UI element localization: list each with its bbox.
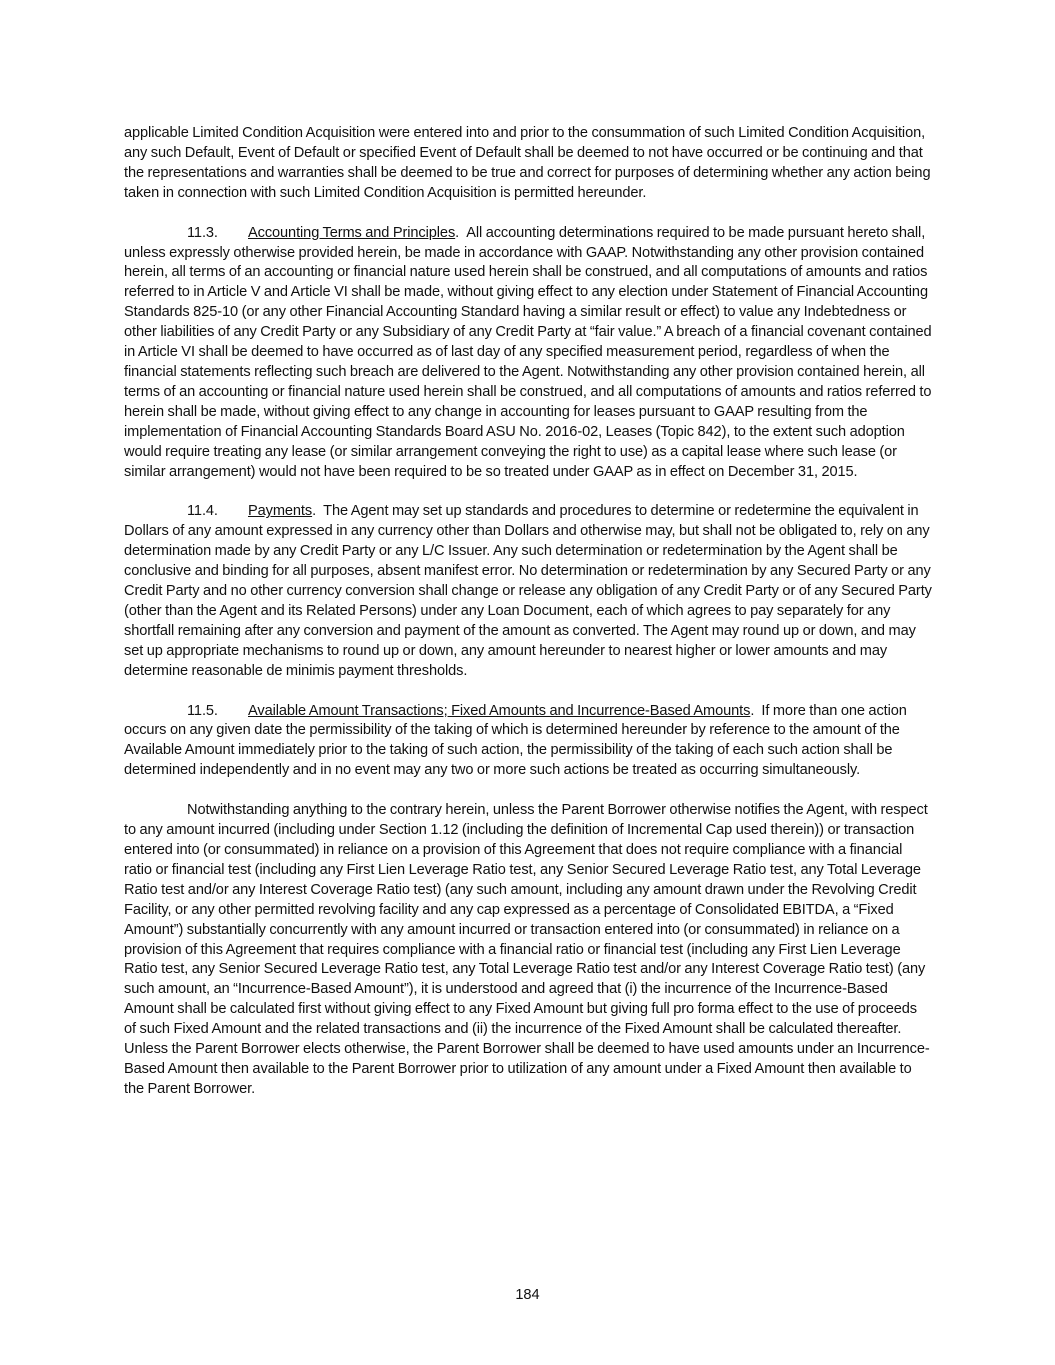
section-heading: Available Amount Transactions; Fixed Amounts and Incurrence-Based Amounts: [248, 702, 751, 719]
section-body: The Agent may set up standards and procedures to determine or redetermine the equivalent in Dollars of any amount expressed in any currency other than Dollars and otherwise may, but shall not be obligated to, rely on any determination made by any Credit Party or any L/C Issuer. Any such determination or redetermination by the Agent shall be conclusive and binding for all purposes, absent manifest error. No determination or redetermination by any Secured Party or any Credit Party and no other currency conversion shall change or release any obligation of any Credit Party or of any Secured Party (other than the Agent and its Related Persons) under any Loan Document, each of which agrees to pay separately for any shortfall remaining after any conversion and payment of the amount as converted. The Agent may round up or down, and may set up appropriate mechanisms to round up or down, any amount hereunder to nearest higher or lower amounts and may determine reasonable de minimis payment thresholds.: [124, 503, 932, 679]
document-page: [124, 124, 932, 1120]
section-number: 11.3.: [187, 224, 218, 241]
section-body: All accounting determinations required to be made pursuant hereto shall, unless expressly otherwise provided herein, be made in accordance with GAAP. Notwithstanding any other provision contained herein, all terms of an accounting or financial nature used herein shall be construed, and all computations of amounts and ratios referred to in Article V and Article VI shall be made, without giving effect to any election under Statement of Financial Accounting Standards 825-10 (or any other Financial Accounting Standard having a similar result or effect) to value any Indebtedness or other liabilities of any Credit Party or any Subsidiary of any Credit Party at “fair value.” A breach of a financial covenant contained in Article VI shall be deemed to have occurred as of last day of any specified measurement period, regardless of when the financial statements reflecting such breach are delivered to the Agent. Notwithstanding any other provision contained herein, all terms of an accounting or financial nature used herein shall be construed, and all computations of amounts and ratios referred to herein shall be made, without giving effect to any change in accounting for leases pursuant to GAAP resulting from the implementation of Financial Accounting Standards Board ASU No. 2016-02, Leases (Topic 842), to the extent such adoption would require treating any lease (or similar arrangement conveying the right to use) as a capital lease where such lease (or similar arrangement) would not have been required to be so treated under GAAP as in effect on December 31, 2015.: [124, 224, 932, 480]
section-heading: Payments: [248, 503, 313, 520]
closing-paragraph-text: Notwithstanding anything to the contrary herein, unless the Parent Borrower otherwise notifies the Agent, with respect to any amount incurred (including under Section 1.12 (including the definition of Incremental Cap used therein)) or transaction entered into (or consummated) in reliance on a provision of this Agreement that does not require compliance with a financial ratio or financial test (including any First Lien Leverage Ratio test, any Senior Secured Leverage Ratio test, any Total Leverage Ratio test and/or any Interest Coverage Ratio test) (any such amount, including any amount drawn under the Revolving Credit Facility, or any other permitted revolving facility and any cap expressed as a percentage of Consolidated EBITDA, a “Fixed Amount”) substantially concurrently with any amount incurred or transaction entered into (or consummated) in reliance on a provision of this Agreement that requires compliance with a financial ratio or financial test (including any First Lien Leverage Ratio test, any Senior Secured Leverage Ratio test, any Total Leverage Ratio test and/or any Interest Coverage Ratio test) (any such amount, an “Incurrence-Based Amount”), it is understood and agreed that (i) the incurrence of the Incurrence-Based Amount shall be calculated first without giving effect to any Fixed Amount but giving full pro forma effect to the use of proceeds of such Fixed Amount and the related transactions and (ii) the incurrence of the Fixed Amount shall be calculated thereafter. Unless the Parent Borrower elects otherwise, the Parent Borrower shall be deemed to have used amounts under an Incurrence-Based Amount then available to the Parent Borrower prior to utilization of any amount under a Fixed Amount then available to the Parent Borrower.: [124, 802, 930, 1097]
heading-period: .: [312, 503, 324, 520]
section-number: 11.5.: [187, 702, 218, 719]
continuation-paragraph: applicable Limited Condition Acquisition were entered into and prior to the consummation of such Limited Condition Acquisition, any such Default, Event of Default or specified Event of Default shall be deemed to not have occurred or be continuing and that the representations and warranties shall be deemed to be true and correct for purposes of determining whether any action being taken in connection with such Limited Condition Acquisition is permitted hereunder.: [124, 125, 931, 201]
heading-period: .: [455, 224, 467, 241]
page-number: 184: [515, 1287, 540, 1303]
section-11-5: [124, 702, 932, 782]
section-11-3: [124, 224, 932, 483]
section-heading: Accounting Terms and Principles: [248, 224, 456, 241]
closing-paragraph: [124, 801, 932, 1100]
heading-period: .: [750, 702, 762, 719]
section-number: 11.4.: [187, 503, 218, 520]
section-11-4: [124, 502, 932, 681]
section-body: If more than one action occurs on any given date the permissibility of the taking of which is determined hereunder by reference to the amount of the Available Amount immediately prior to the taking of such action, the permissibility of the taking of each such action shall be determined independently and in no event may any two or more such actions be treated as occurring simultaneously.: [124, 702, 907, 779]
